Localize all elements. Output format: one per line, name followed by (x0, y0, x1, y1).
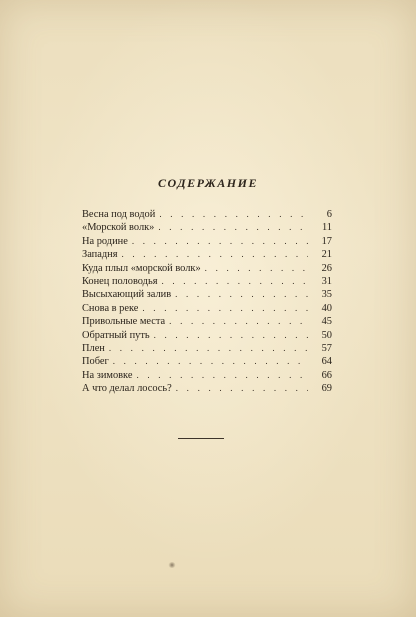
toc-entry-page: 69 (321, 383, 332, 395)
dot-leader (154, 329, 308, 342)
dot-leader (205, 262, 308, 275)
toc-entry (82, 329, 332, 342)
toc-entry-page: 50 (321, 329, 332, 341)
toc-entry-title: Конец половодья (82, 275, 158, 287)
toc-entry-title: Плен (82, 342, 105, 354)
toc-entry (82, 355, 332, 368)
toc-entry-page: 17 (321, 235, 332, 247)
dot-leader (158, 221, 308, 234)
toc-entry-title: Снова в реке (82, 302, 139, 314)
dot-leader (175, 288, 308, 301)
toc-entry (82, 262, 332, 275)
page-title: СОДЕРЖАНИЕ (158, 176, 258, 190)
toc-entry (82, 208, 332, 221)
toc-entry-page: 26 (321, 262, 332, 274)
toc-entry-page: 57 (321, 342, 332, 354)
toc-entry-page: 11 (321, 222, 332, 234)
dot-leader (113, 355, 308, 368)
toc-entry-title: Привольные места (82, 316, 166, 328)
toc-entry (82, 235, 332, 248)
toc-entry-title: Западня (82, 249, 118, 261)
dot-leader (176, 382, 308, 395)
table-of-contents (82, 208, 332, 395)
toc-entry-page: 40 (321, 302, 332, 314)
toc-entry (82, 288, 332, 301)
toc-entry-title: А что делал лосось? (82, 383, 172, 395)
dot-leader (142, 302, 308, 315)
toc-entry (82, 382, 332, 395)
dot-leader (109, 342, 308, 355)
toc-entry (82, 369, 332, 382)
dot-leader (159, 208, 308, 221)
dot-leader (136, 369, 308, 382)
toc-entry-title: Куда плыл «морской волк» (82, 262, 201, 274)
toc-entry (82, 342, 332, 355)
toc-entry-title: На родине (82, 235, 128, 247)
toc-entry-page: 64 (321, 356, 332, 368)
toc-entry-page: 21 (321, 249, 332, 261)
toc-entry (82, 302, 332, 315)
toc-entry-title: На зимовке (82, 369, 133, 381)
toc-entry-page: 6 (326, 209, 332, 220)
toc-entry-title: Побег (82, 356, 109, 368)
toc-entry-page: 35 (321, 289, 332, 301)
toc-entry-page: 31 (321, 275, 332, 287)
toc-entry-title: Высыхающий залив (82, 289, 172, 301)
dot-leader (121, 248, 308, 261)
toc-entry-page: 66 (321, 369, 332, 381)
toc-entry-title: Весна под водой (82, 209, 156, 220)
dot-leader (132, 235, 308, 248)
dot-leader (169, 315, 308, 328)
toc-entry (82, 275, 332, 288)
dot-leader (161, 275, 308, 288)
toc-entry (82, 315, 332, 328)
toc-entry-title: Обратный путь (82, 329, 150, 341)
toc-entry-page: 45 (321, 316, 332, 328)
toc-entry (82, 221, 332, 234)
ink-blot (168, 562, 176, 568)
toc-entry (82, 248, 332, 261)
divider-rule (178, 438, 224, 439)
toc-entry-title: «Морской волк» (82, 222, 155, 234)
